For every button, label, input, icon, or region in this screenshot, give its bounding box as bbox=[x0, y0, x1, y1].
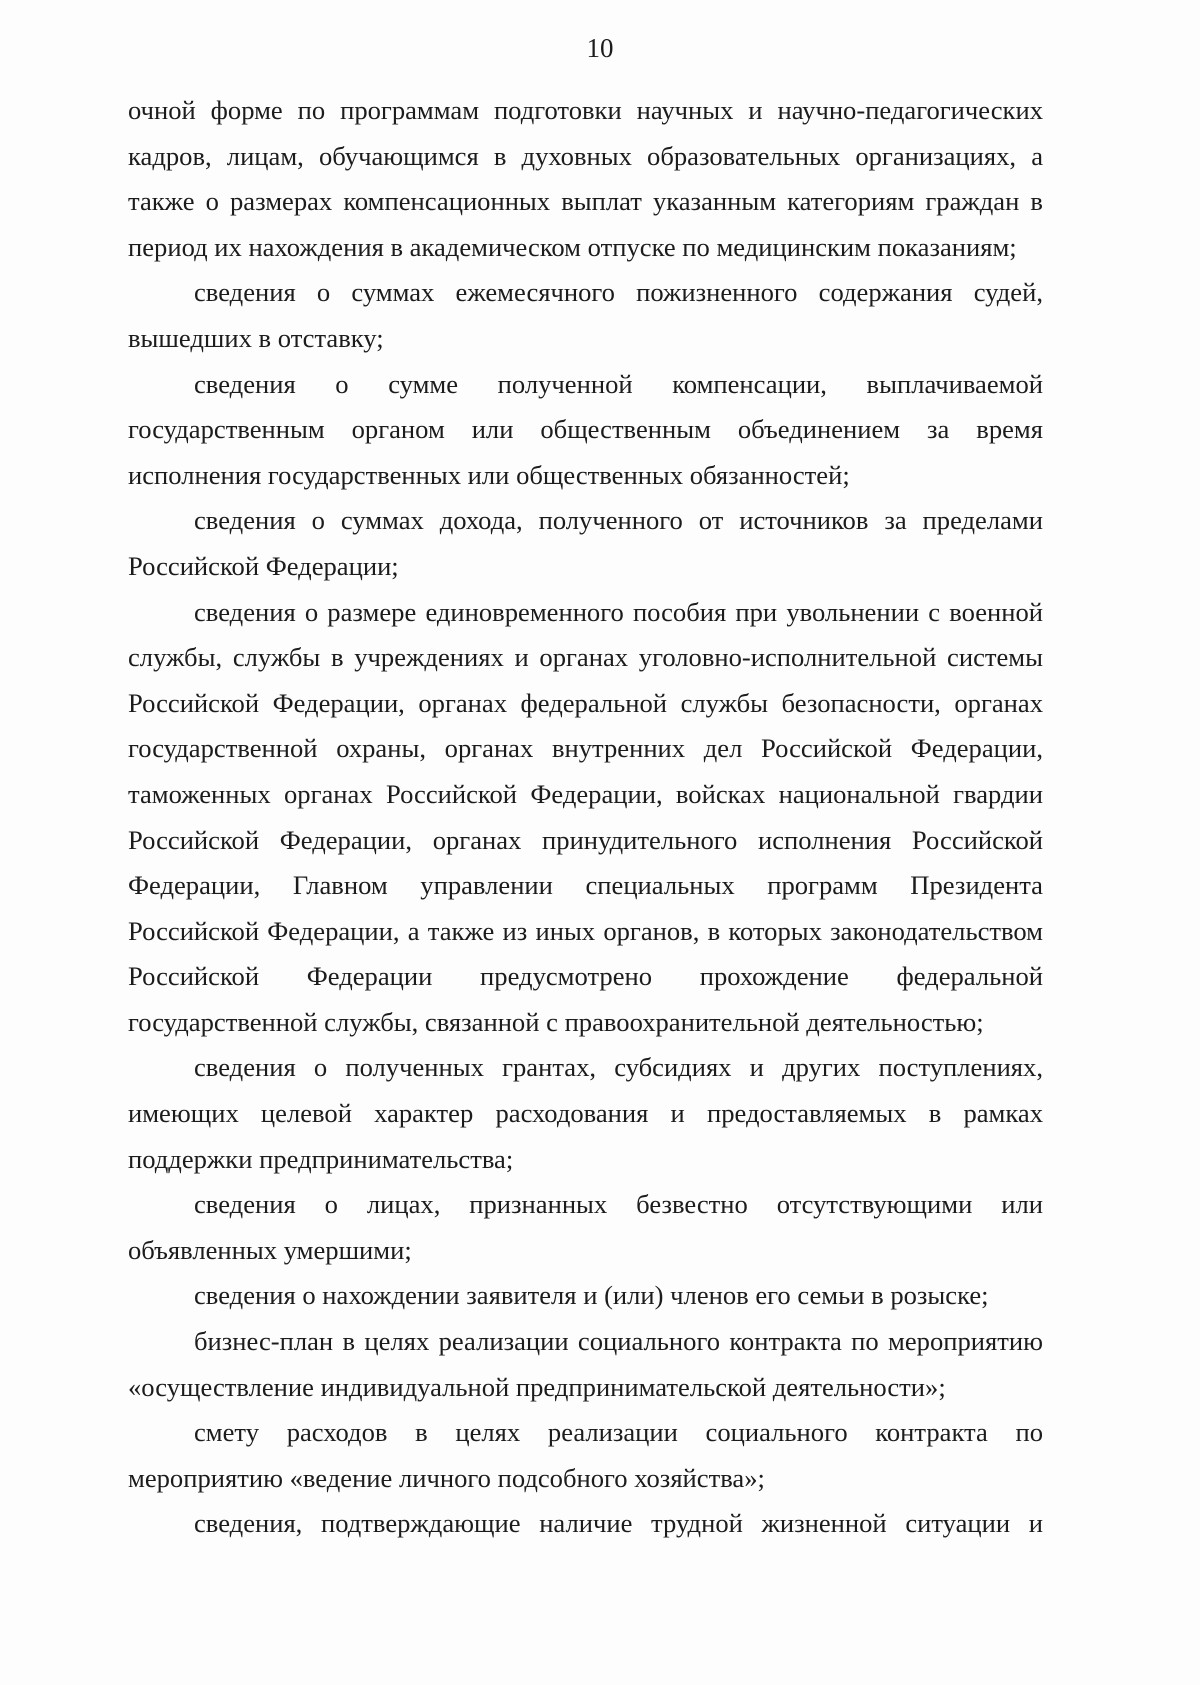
paragraph-hardship-evidence: сведения, подтверждающие наличие трудной жизненной ситуации и bbox=[194, 1508, 1043, 1539]
paragraph-judges-maintenance: сведения о суммах ежемесячного пожизненного содержания судей, вышедших в отставку; bbox=[128, 277, 1043, 353]
paragraph-education-compensation: очной форме по программам подготовки научных и научно-педагогических кадров, лицам, обучающимся в духовных образовательных организациях, а также о размерах компенсационных выплат указанным категориям граждан в период их нахождения в академическом отпуске по медицинским показаниям; bbox=[128, 95, 1043, 262]
paragraph-foreign-income: сведения о суммах дохода, полученного от источников за пределами Российской Федерации; bbox=[128, 505, 1043, 581]
paragraph-public-duty-compensation: сведения о сумме полученной компенсации, выплачиваемой государственным органом или общественным объединением за время исполнения государственных или общественных обязанностей; bbox=[128, 368, 1043, 490]
paragraph-severance-allowance: сведения о размере единовременного пособия при увольнении с военной службы, службы в учреждениях и органах уголовно-исполнительной системы Российской Федерации, органах федеральной службы безопасности, органах государственной охраны, органах внутренних дел Российской Федерации, таможенных органах Российской Федерации, войсках национальной гвардии Российской Федерации, органах принудительного исполнения Российской Федерации, Главном управлении специальных программ Президента Российской Федерации, а также из иных органов, в которых законодательством Российской Федерации предусмотрено прохождение федеральной государственной службы, связанной с правоохранительной деятельностью; bbox=[128, 596, 1043, 1037]
paragraph-wanted-status: сведения о нахождении заявителя и (или) членов его семьи в розыске; bbox=[194, 1280, 989, 1311]
paragraph-business-plan: бизнес-план в целях реализации социального контракта по мероприятию «осуществление индивидуальной предпринимательской деятельности»; bbox=[128, 1326, 1043, 1402]
paragraph-missing-persons: сведения о лицах, признанных безвестно отсутствующими или объявленных умершими; bbox=[128, 1189, 1043, 1265]
paragraph-grants-subsidies: сведения о полученных грантах, субсидиях и других поступлениях, имеющих целевой характер расходования и предоставляемых в рамках поддержки предпринимательства; bbox=[128, 1052, 1043, 1174]
page-number: 10 bbox=[586, 33, 614, 63]
paragraph-expense-estimate: смету расходов в целях реализации социального контракта по мероприятию «ведение личного подсобного хозяйства»; bbox=[128, 1417, 1043, 1493]
document-body bbox=[128, 88, 1043, 1547]
